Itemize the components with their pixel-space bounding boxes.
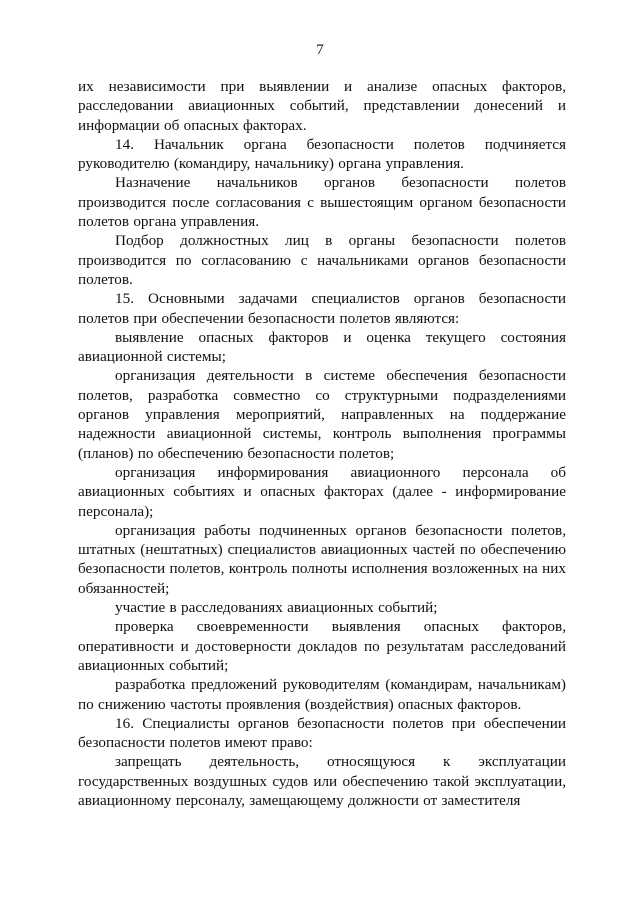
paragraph: организация работы подчиненных органов безопасности полетов, штатных (нештатных) специалистов авиационных частей по обеспечению безопасности полетов, контроль полноты исполнения возложенных на них обязанностей; — [78, 521, 566, 597]
paragraph: 16. Специалисты органов безопасности полетов при обеспечении безопасности полетов имеют право: — [78, 714, 566, 752]
paragraph: организация информирования авиационного персонала об авиационных событиях и опасных факторах (далее - информирование персонала); — [78, 463, 566, 520]
paragraph: запрещать деятельность, относящуюся к эксплуатации государственных воздушных судов или обеспечению такой эксплуатации, авиационному персоналу, замещающему должности от заместителя — [78, 753, 566, 809]
paragraph: проверка своевременности выявления опасных факторов, оперативности и достоверности докладов по результатам расследований авиационных событий; — [78, 618, 566, 674]
paragraph: Подбор должностных лиц в органы безопасности полетов производится по согласованию с начальниками органов безопасности полетов. — [78, 232, 566, 288]
page-number: 7 — [316, 42, 324, 58]
paragraph: выявление опасных факторов и оценка текущего состояния авиационной системы; — [78, 328, 566, 366]
paragraph: разработка предложений руководителям (командирам, начальникам) по снижению частоты проявления (воздействия) опасных факторов. — [78, 676, 566, 713]
document-body — [78, 77, 566, 810]
paragraph: участие в расследованиях авиационных событий; — [115, 599, 438, 617]
paragraph: организация деятельности в системе обеспечения безопасности полетов, разработка совместно со структурными подразделениями органов управления мероприятий, направленных на поддержание надежности авиационной системы, контроль выполнения программы (планов) по обеспечению безопасности полетов; — [78, 367, 566, 462]
paragraph: 14. Начальник органа безопасности полетов подчиняется руководителю (командиру, начальнику) органа управления. — [78, 135, 566, 173]
paragraph: 15. Основными задачами специалистов органов безопасности полетов при обеспечении безопасности полетов являются: — [78, 290, 566, 327]
paragraph: их независимости при выявлении и анализе опасных факторов, расследовании авиационных событий, представлении донесений и информации об опасных факторах. — [78, 78, 566, 134]
paragraph: Назначение начальников органов безопасности полетов производится после согласования с вышестоящим органом безопасности полетов органа управления. — [78, 174, 566, 231]
